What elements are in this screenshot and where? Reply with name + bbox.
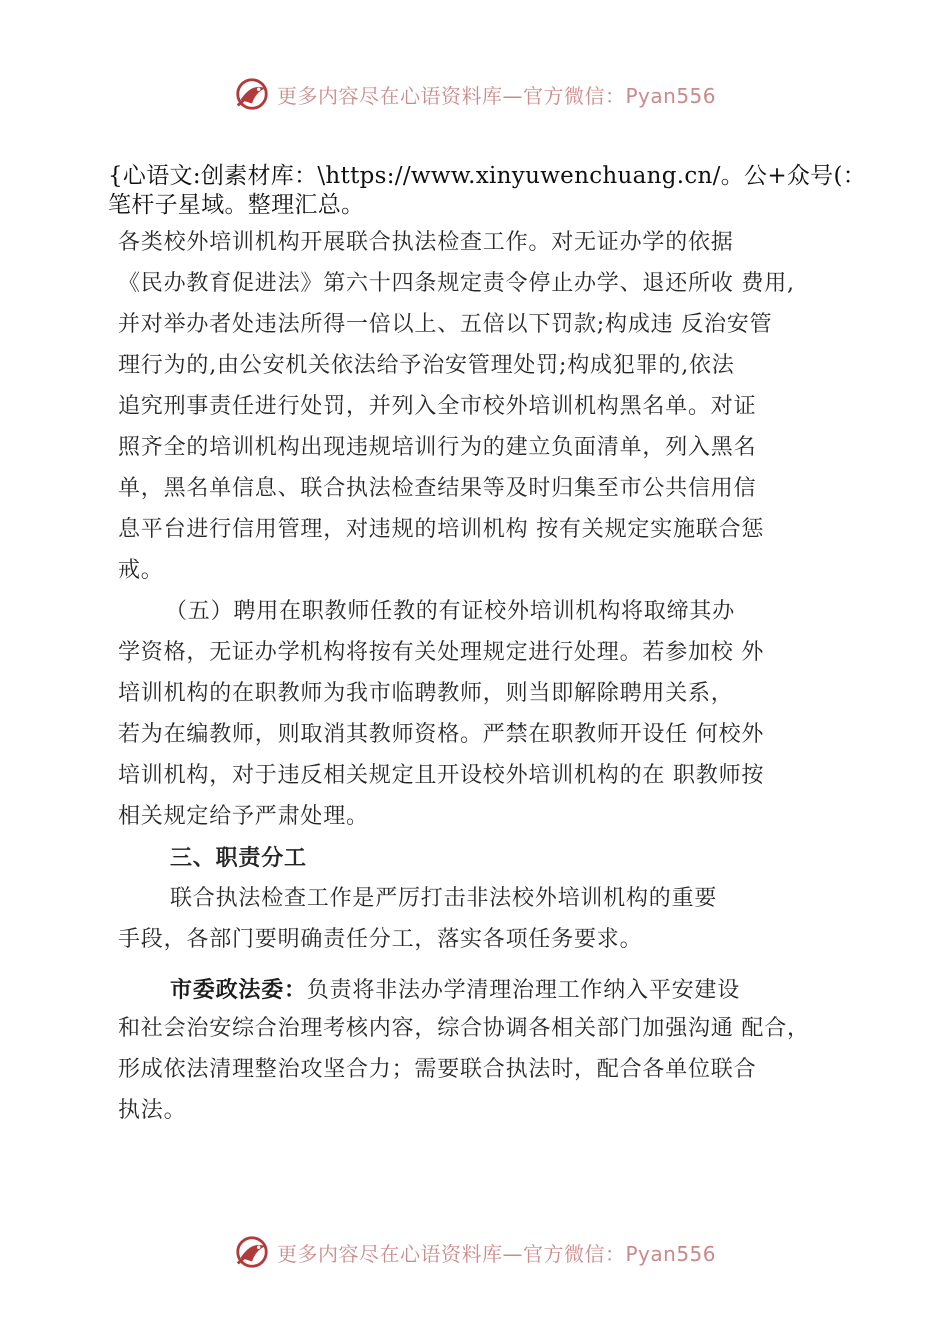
paragraph-line: 照齐全的培训机构出现违规培训行为的建立负面清单，列入黑名 [118, 435, 757, 460]
paragraph-line: 和社会治安综合治理考核内容，综合协调各相关部门加强沟通 配合， [118, 1016, 810, 1041]
paragraph-line: 联合执法检查工作是严厉打击非法校外培训机构的重要 [170, 886, 718, 911]
paragraph-line: 各类校外培训机构开展联合执法检查工作。对无证办学的依据 [118, 230, 734, 255]
paragraph-line: 培训机构，对于违反相关规定且开设校外培训机构的在 职教师按 [118, 763, 765, 788]
paragraph-line: 学资格，无证办学机构将按有关处理规定进行处理。若参加校 外 [118, 640, 765, 665]
paragraph-line: 形成依法清理整治攻坚合力；需要联合执法时，配合各单位联合 [118, 1057, 757, 1082]
fish-logo-icon [233, 75, 271, 113]
paragraph-line [170, 976, 740, 1006]
paragraph-line: 息平台进行信用管理，对违规的培训机构 按有关规定实施联合惩 [118, 517, 765, 542]
paragraph-line: 追究刑事责任进行处罚，并列入全市校外培训机构黑名单。对证 [118, 394, 757, 419]
top-watermark-banner [233, 74, 753, 114]
paragraph-line: 戒。 [118, 558, 164, 583]
department-label: 市委政法委： [170, 978, 307, 1003]
banner-text: 更多内容尽在心语资料库—官方微信：Pyan556 [277, 1241, 717, 1266]
paragraph-line: 《民办教育促进法》第六十四条规定责令停止办学、退还所收 费用, [118, 271, 795, 296]
bottom-watermark-banner [233, 1232, 753, 1272]
paragraph-line: 培训机构的在职教师为我市临聘教师，则当即解除聘用关系， [118, 681, 734, 706]
banner-text: 更多内容尽在心语资料库—官方微信：Pyan556 [277, 83, 717, 108]
paragraph-line: 理行为的,由公安机关依法给予治安管理处罚;构成犯罪的,依法 [118, 353, 735, 378]
paragraph-line: 手段，各部门要明确责任分工，落实各项任务要求。 [118, 927, 643, 952]
fish-logo-icon [233, 1233, 271, 1271]
section-heading: 三、职责分工 [170, 845, 307, 871]
paragraph-line: （五）聘用在职教师任教的有证校外培训机构将取缔其办 [165, 599, 736, 624]
paragraph-line-text: 负责将非法办学清理治理工作纳入平安建设 [306, 978, 741, 1003]
paragraph-line: 并对举办者处违法所得一倍以上、五倍以下罚款;构成违 反治安管 [118, 312, 773, 337]
paragraph-line: 单，黑名单信息、联合执法检查结果等及时归集至市公共信用信 [118, 476, 757, 501]
paragraph-line: 执法。 [118, 1098, 187, 1123]
paragraph-line: 相关规定给予严肃处理。 [118, 804, 369, 829]
source-header-line: {心语文:创素材库：\https://www.xinyuwenchuang.cn/。公+众号(：笔杆子星域。整理汇总。 [108, 163, 867, 218]
paragraph-line: 若为在编教师，则取消其教师资格。严禁在职教师开设任 何校外 [118, 722, 765, 747]
